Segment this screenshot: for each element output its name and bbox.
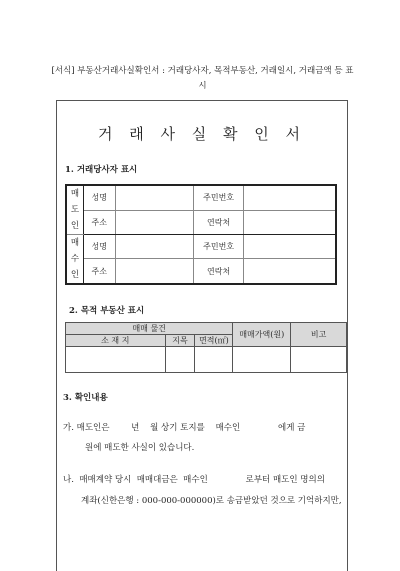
section-2-heading: 2. 목적 부동산 표시 bbox=[69, 306, 145, 316]
seller-name-field[interactable] bbox=[115, 185, 194, 210]
confirm-item-a-line1: 가. 매도인은 년 월 상기 토지를 매수인 에게 금 bbox=[63, 423, 306, 433]
property-table bbox=[65, 322, 347, 373]
form-frame bbox=[56, 100, 348, 571]
remarks-field[interactable] bbox=[291, 347, 347, 373]
buyer-address-label: 주소 bbox=[83, 259, 115, 284]
seller-name-label: 성명 bbox=[83, 185, 115, 210]
buyer-contact-field[interactable] bbox=[243, 259, 336, 284]
buyer-label: 매 수 인 bbox=[66, 235, 83, 285]
buyer-address-field[interactable] bbox=[115, 259, 194, 284]
area-header: 면적(㎡) bbox=[195, 335, 233, 347]
caption-line-2: 시 bbox=[198, 81, 207, 91]
form-title: 거 래 사 실 확 인 서 bbox=[97, 125, 307, 143]
area-field[interactable] bbox=[195, 347, 233, 373]
confirm-item-b-line1: 나. 매매계약 당시 매매대금은 매수인 로부터 매도인 명의의 bbox=[63, 475, 325, 485]
caption-line-1: [서식] 부동산거래사실확인서 : 거래당사자, 목적부동산, 거래일시, 거래금액 등 표 bbox=[51, 66, 354, 76]
buyer-id-field[interactable] bbox=[243, 235, 336, 259]
form-caption bbox=[30, 64, 375, 94]
confirm-item-a-line2: 원에 매도한 사실이 있습니다. bbox=[85, 443, 195, 453]
seller-contact-field[interactable] bbox=[243, 210, 336, 235]
seller-contact-label: 연락처 bbox=[194, 210, 243, 235]
seller-id-field[interactable] bbox=[243, 185, 336, 210]
property-group-header: 매매 물건 bbox=[66, 323, 233, 335]
land-type-header: 지목 bbox=[165, 335, 195, 347]
location-field[interactable] bbox=[66, 347, 166, 373]
price-header: 매매가액(원) bbox=[233, 323, 291, 347]
confirm-item-b-line2: 계좌(신한은행 : 000-000-000000)로 송금받았던 것으로 기억하지만, bbox=[81, 496, 342, 506]
parties-table bbox=[65, 184, 337, 285]
land-type-field[interactable] bbox=[165, 347, 195, 373]
buyer-id-label: 주민번호 bbox=[194, 235, 243, 259]
seller-address-field[interactable] bbox=[115, 210, 194, 235]
section-1-heading: 1. 거래당사자 표시 bbox=[65, 165, 138, 175]
location-header: 소 재 지 bbox=[66, 335, 166, 347]
seller-address-label: 주소 bbox=[83, 210, 115, 235]
price-field[interactable] bbox=[233, 347, 291, 373]
section-3-heading: 3. 확인내용 bbox=[63, 393, 108, 403]
buyer-contact-label: 연락처 bbox=[194, 259, 243, 284]
buyer-name-label: 성명 bbox=[83, 235, 115, 259]
seller-id-label: 주민번호 bbox=[194, 185, 243, 210]
seller-label: 매 도 인 bbox=[66, 185, 83, 235]
buyer-name-field[interactable] bbox=[115, 235, 194, 259]
remarks-header: 비고 bbox=[291, 323, 347, 347]
